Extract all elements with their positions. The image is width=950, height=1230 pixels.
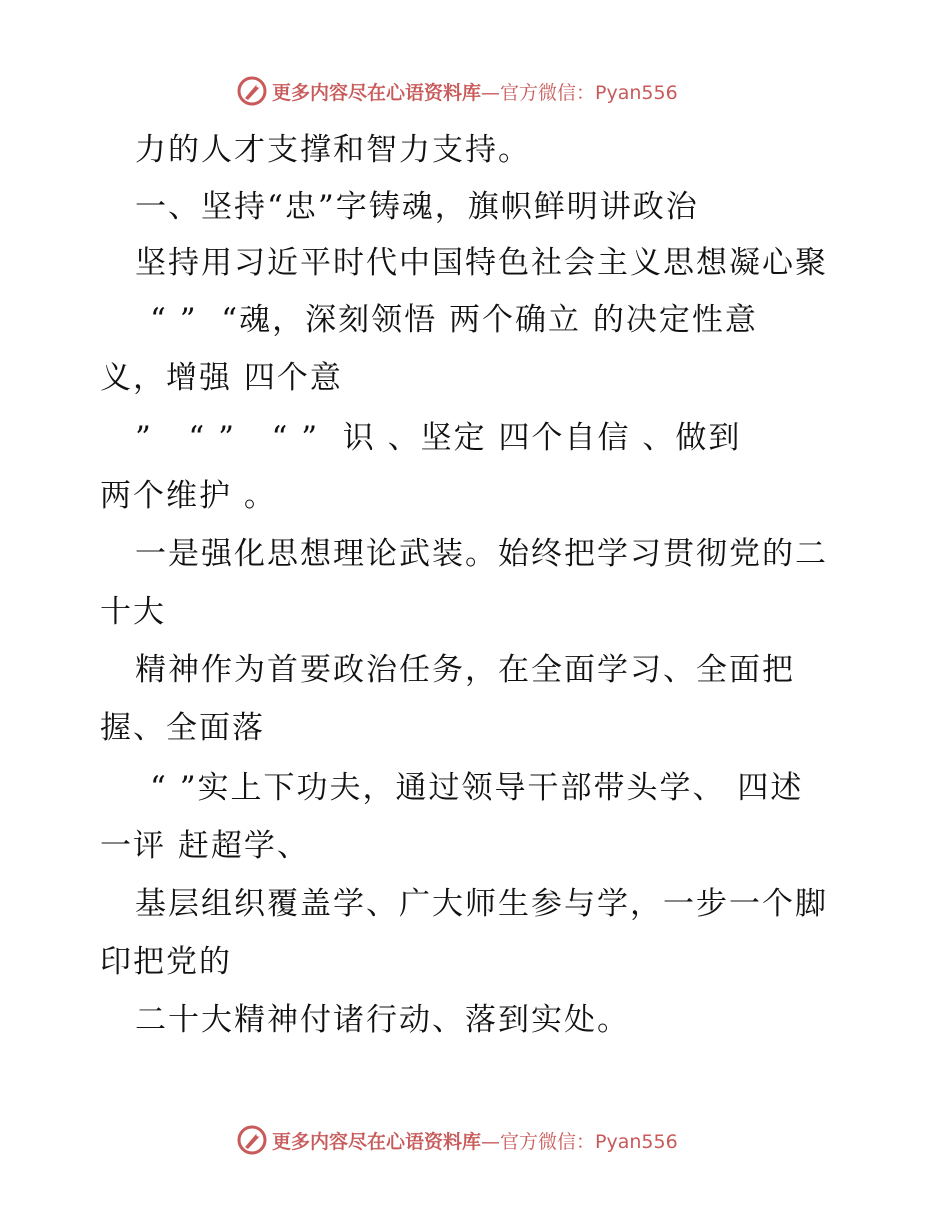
section-heading: 一、坚持“忠”字铸魂，旗帜鲜明讲政治 <box>135 189 699 225</box>
body-line: 印把党的 <box>100 944 232 980</box>
body-line: ” “ ” “ ” 识 、坚定 四个自信 、做到 <box>135 420 742 456</box>
pen-logo-icon <box>236 1124 268 1156</box>
body-line: 义，增强 四个意 <box>100 360 343 396</box>
body-line: 两个维护 。 <box>100 478 277 514</box>
body-line: 力的人才支撑和智力支持。 <box>135 132 531 168</box>
footer-banner <box>236 1123 716 1157</box>
header-banner-wechat: —官方微信：Pyan556 <box>481 81 678 104</box>
header-banner-text: 更多内容尽在心语资料库 <box>272 81 482 104</box>
header-banner <box>236 74 716 108</box>
body-line: “ ” “魂，深刻领悟 两个确立 的决定性意 <box>150 302 758 338</box>
body-line: “ ”实上下功夫，通过领导干部带头学、 四述 <box>150 770 804 806</box>
pen-logo-icon <box>236 75 268 107</box>
body-line: 十大 <box>100 594 166 630</box>
footer-banner-wechat: —官方微信：Pyan556 <box>481 1130 678 1153</box>
footer-banner-text: 更多内容尽在心语资料库 <box>272 1130 482 1153</box>
body-line: 二十大精神付诸行动、落到实处。 <box>135 1002 630 1038</box>
body-line: 基层组织覆盖学、广大师生参与学，一步一个脚 <box>135 886 828 922</box>
body-line: 一评 赶超学、 <box>100 828 310 864</box>
body-line: 坚持用习近平时代中国特色社会主义思想凝心聚 <box>135 245 828 281</box>
body-line: 精神作为首要政治任务，在全面学习、全面把 <box>135 652 795 688</box>
body-line: 一是强化思想理论武装。始终把学习贯彻党的二 <box>135 536 828 572</box>
body-line: 握、全面落 <box>100 710 265 746</box>
